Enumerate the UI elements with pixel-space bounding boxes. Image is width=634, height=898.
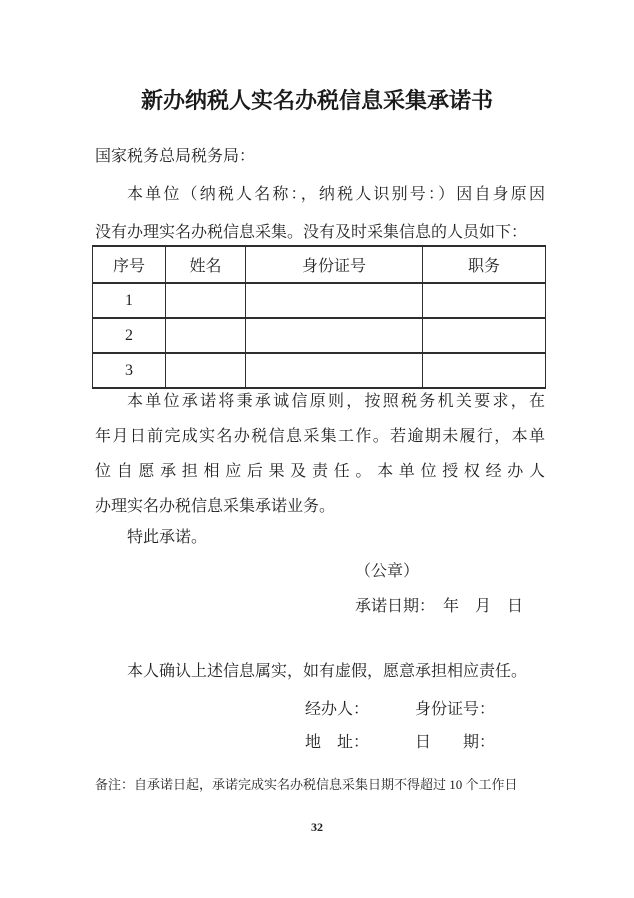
table-header-name: 姓名 xyxy=(166,246,246,283)
table-cell-name xyxy=(166,283,246,318)
table-cell-id xyxy=(246,283,423,318)
table-header-position: 职务 xyxy=(423,246,546,283)
intro-paragraph-line-1: 本单位（纳税人名称：，纳税人识别号：）因自身原因 xyxy=(127,186,545,203)
table-row xyxy=(93,353,546,388)
confirmation-statement: 本人确认上述信息属实，如有虚假，愿意承担相应责任。 xyxy=(127,663,528,680)
commitment-paragraph-line-2: 年月日前完成实名办税信息采集工作。若逾期未履行，本单 xyxy=(95,428,545,445)
table-cell-seq: 3 xyxy=(93,353,166,388)
personnel-table xyxy=(92,245,546,389)
table-cell-id xyxy=(246,318,423,353)
agent-label: 经办人： xyxy=(305,701,370,718)
date-label: 日 期： xyxy=(415,734,496,751)
table-row xyxy=(93,283,546,318)
table-cell-id xyxy=(246,353,423,388)
table-cell-name xyxy=(166,353,246,388)
table-header-row xyxy=(93,246,546,283)
table-header-id: 身份证号 xyxy=(246,246,423,283)
table-cell-position xyxy=(423,283,546,318)
closing-statement: 特此承诺。 xyxy=(127,529,208,546)
signature-row-address xyxy=(305,733,545,753)
signature-row-agent xyxy=(305,700,545,720)
commitment-paragraph-line-3: 位自愿承担相应后果及责任。本单位授权经办人 xyxy=(95,463,545,480)
footnote: 备注：自承诺日起，承诺完成实名办税信息采集日期不得超过 10 个工作日 xyxy=(95,777,518,792)
table-cell-position xyxy=(423,318,546,353)
table-cell-position xyxy=(423,353,546,388)
intro-paragraph xyxy=(95,176,545,252)
table-cell-seq: 1 xyxy=(93,283,166,318)
address-label: 地 址： xyxy=(305,734,370,751)
official-seal-placeholder: （公章） xyxy=(355,563,420,580)
intro-paragraph-line-2: 没有办理实名办税信息采集。没有及时采集信息的人员如下： xyxy=(95,224,528,241)
id-number-label: 身份证号： xyxy=(415,701,496,718)
table-cell-name xyxy=(166,318,246,353)
table-row xyxy=(93,318,546,353)
table-header-seq: 序号 xyxy=(93,246,166,283)
table-cell-seq: 2 xyxy=(93,318,166,353)
commitment-paragraph-line-4: 办理实名办税信息采集承诺业务。 xyxy=(95,498,336,515)
document-title: 新办纳税人实名办税信息采集承诺书 xyxy=(140,88,493,113)
commitment-paragraph-line-1: 本单位承诺将秉承诚信原则，按照税务机关要求，在 xyxy=(127,393,545,410)
salutation-line: 国家税务总局税务局： xyxy=(95,148,256,165)
page-number: 32 xyxy=(311,820,323,834)
promise-date-line: 承诺日期： 年 月 日 xyxy=(355,598,524,615)
commitment-paragraph xyxy=(95,384,545,524)
